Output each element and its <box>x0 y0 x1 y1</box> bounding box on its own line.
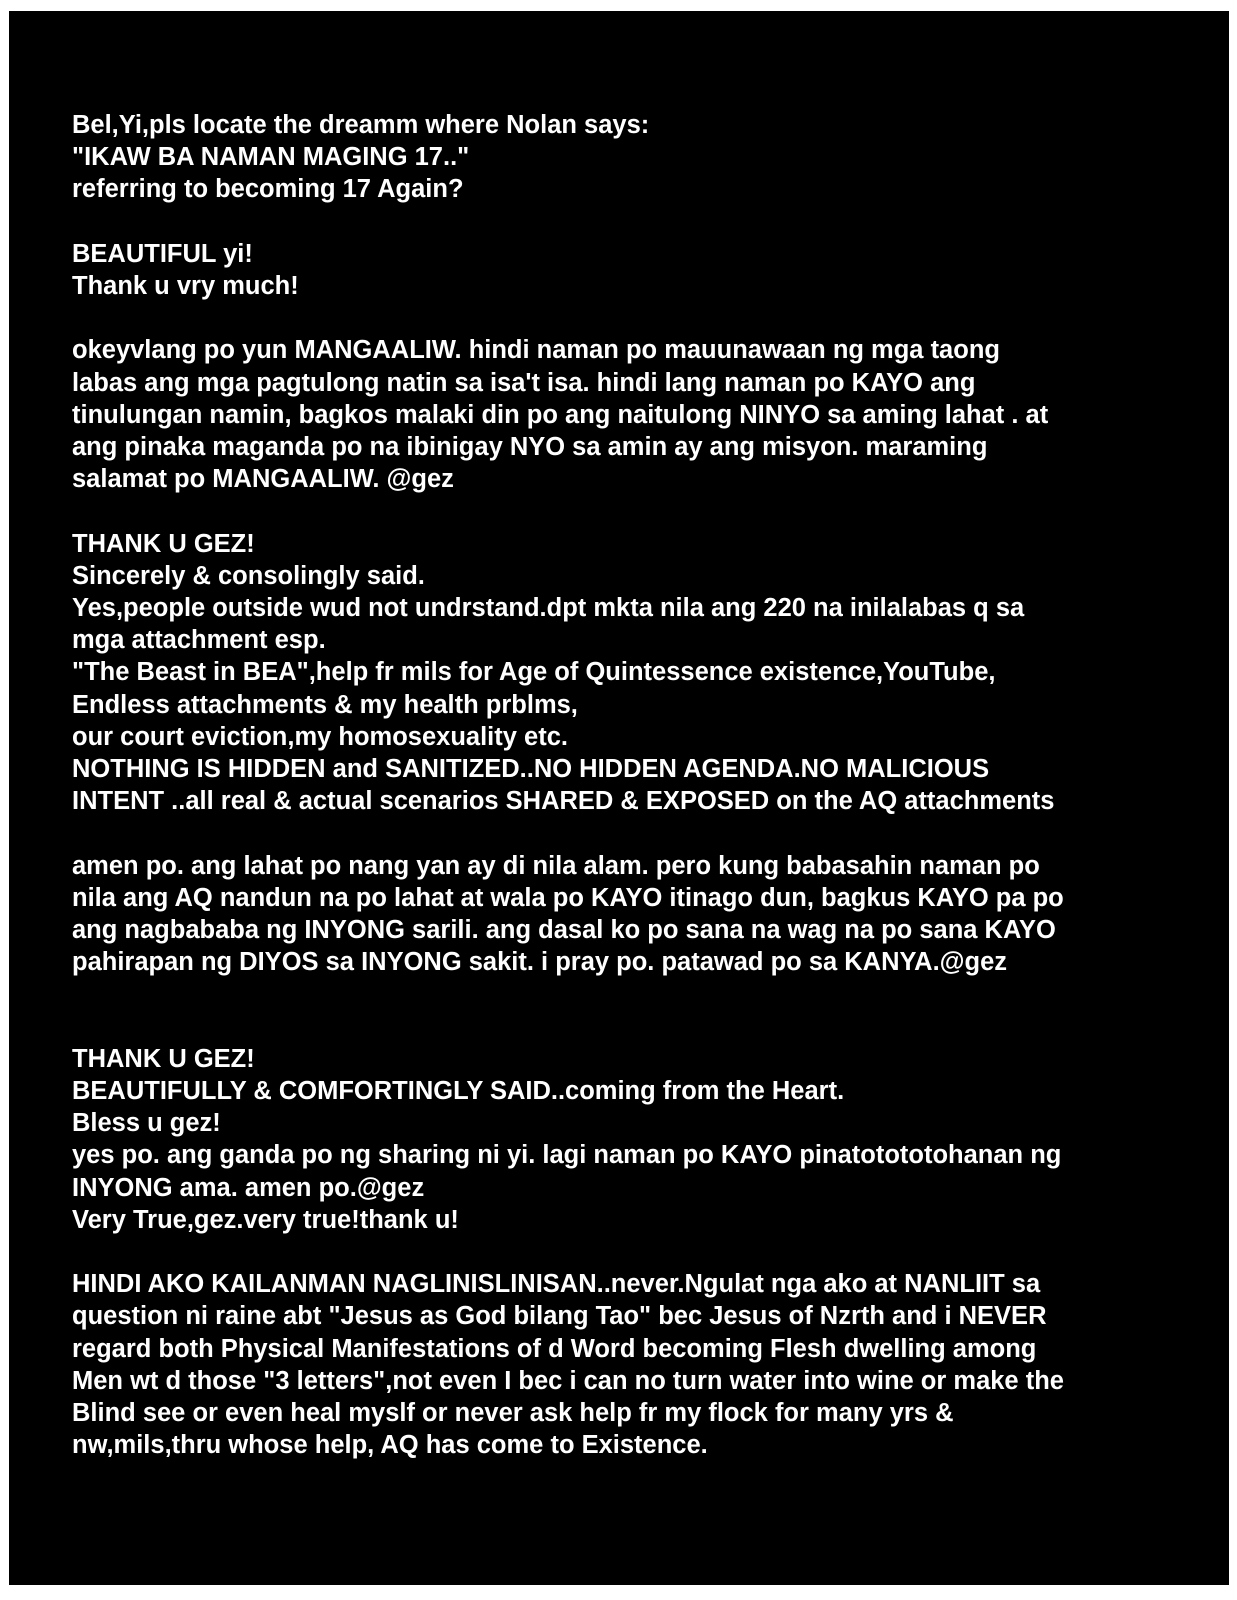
paragraph-gez-reply-2 <box>72 850 1202 979</box>
paragraph-thanks-yi <box>72 238 1202 302</box>
text-line: salamat po MANGAALIW. @gez <box>72 465 454 494</box>
text-line: BEAUTIFUL yi! <box>72 239 253 268</box>
text-line: Sincerely & consolingly said. <box>72 561 425 590</box>
text-line: Thank u vry much! <box>72 272 299 300</box>
text-line: "IKAW BA NAMAN MAGING 17.." <box>72 143 470 172</box>
text-line: tinulungan namin, bagkos malaki din po ang naitulong NINYO sa aming lahat . at <box>72 400 1049 429</box>
text-line: yes po. ang ganda po ng sharing ni yi. lagi naman po KAYO pinatotototohanan ng <box>72 1141 1062 1170</box>
text-line: Bel,Yi,pls locate the dreamm where Nolan says: <box>72 111 650 139</box>
text-line: INTENT ..all real & actual scenarios SHARED & EXPOSED on the AQ attachments <box>72 787 1055 816</box>
paragraph-thank-gez-1 <box>72 528 1202 818</box>
text-line: nila ang AQ nandun na po lahat at wala po KAYO itinago dun, bagkus KAYO pa po <box>72 883 1064 912</box>
text-line: THANK U GEZ! <box>72 1044 255 1073</box>
text-line: amen po. ang lahat po nang yan ay di nila alam. pero kung babasahin naman po <box>72 851 1040 880</box>
text-line: Bless u gez! <box>72 1109 221 1138</box>
text-line: THANK U GEZ! <box>72 529 255 558</box>
text-line: ang pinaka maganda po na ibinigay NYO sa amin ay ang misyon. maraming <box>72 433 988 461</box>
text-line: Blind see or even heal myslf or never ask help fr my flock for many yrs & <box>72 1399 954 1428</box>
text-line: Endless attachments & my health prblms, <box>72 690 578 719</box>
text-line: regard both Physical Manifestations of d Word becoming Flesh dwelling among <box>72 1334 1037 1363</box>
text-line: Men wt d those "3 letters",not even I bec i can no turn water into wine or make the <box>72 1366 1064 1395</box>
text-line: labas ang mga pagtulong natin sa isa't isa. hindi lang naman po KAYO ang <box>72 368 976 397</box>
document-page <box>9 11 1229 1585</box>
text-line: Very True,gez.very true!thank u! <box>72 1205 459 1234</box>
text-line: nw,mils,thru whose help, AQ has come to Existence. <box>72 1431 708 1460</box>
text-line: INYONG ama. amen po.@gez <box>72 1173 425 1202</box>
text-line: okeyvlang po yun MANGAALIW. hindi naman po mauunawaan ng mga taong <box>72 336 1000 365</box>
paragraph-closing <box>72 1268 1202 1461</box>
text-line: NOTHING IS HIDDEN and SANITIZED..NO HIDDEN AGENDA.NO MALICIOUS <box>72 755 990 784</box>
text-line: referring to becoming 17 Again? <box>72 175 464 204</box>
text-line: HINDI AKO KAILANMAN NAGLINISLINISAN..never.Ngulat nga ako at NANLIIT sa <box>72 1270 1041 1299</box>
document-body <box>72 109 1202 1494</box>
paragraph-dream-request <box>72 109 1202 206</box>
paragraph-gez-reply-1 <box>72 334 1202 495</box>
text-line: "The Beast in BEA",help fr mils for Age of Quintessence existence,YouTube, <box>72 658 996 687</box>
text-line: BEAUTIFULLY & COMFORTINGLY SAID..coming from the Heart. <box>72 1077 845 1106</box>
text-line: question ni raine abt "Jesus as God bilang Tao" bec Jesus of Nzrth and i NEVER <box>72 1302 1047 1331</box>
text-line: mga attachment esp. <box>72 626 326 655</box>
paragraph-thank-gez-2 <box>72 1043 1202 1236</box>
text-line: Yes,people outside wud not undrstand.dpt mkta nila ang 220 na inilalabas q sa <box>72 594 1025 622</box>
text-line: ang nagbababa ng INYONG sarili. ang dasal ko po sana na wag na po sana KAYO <box>72 916 1056 945</box>
text-line: our court eviction,my homosexuality etc. <box>72 722 568 751</box>
text-line: pahirapan ng DIYOS sa INYONG sakit. i pray po. patawad po sa KANYA.@gez <box>72 948 1008 977</box>
